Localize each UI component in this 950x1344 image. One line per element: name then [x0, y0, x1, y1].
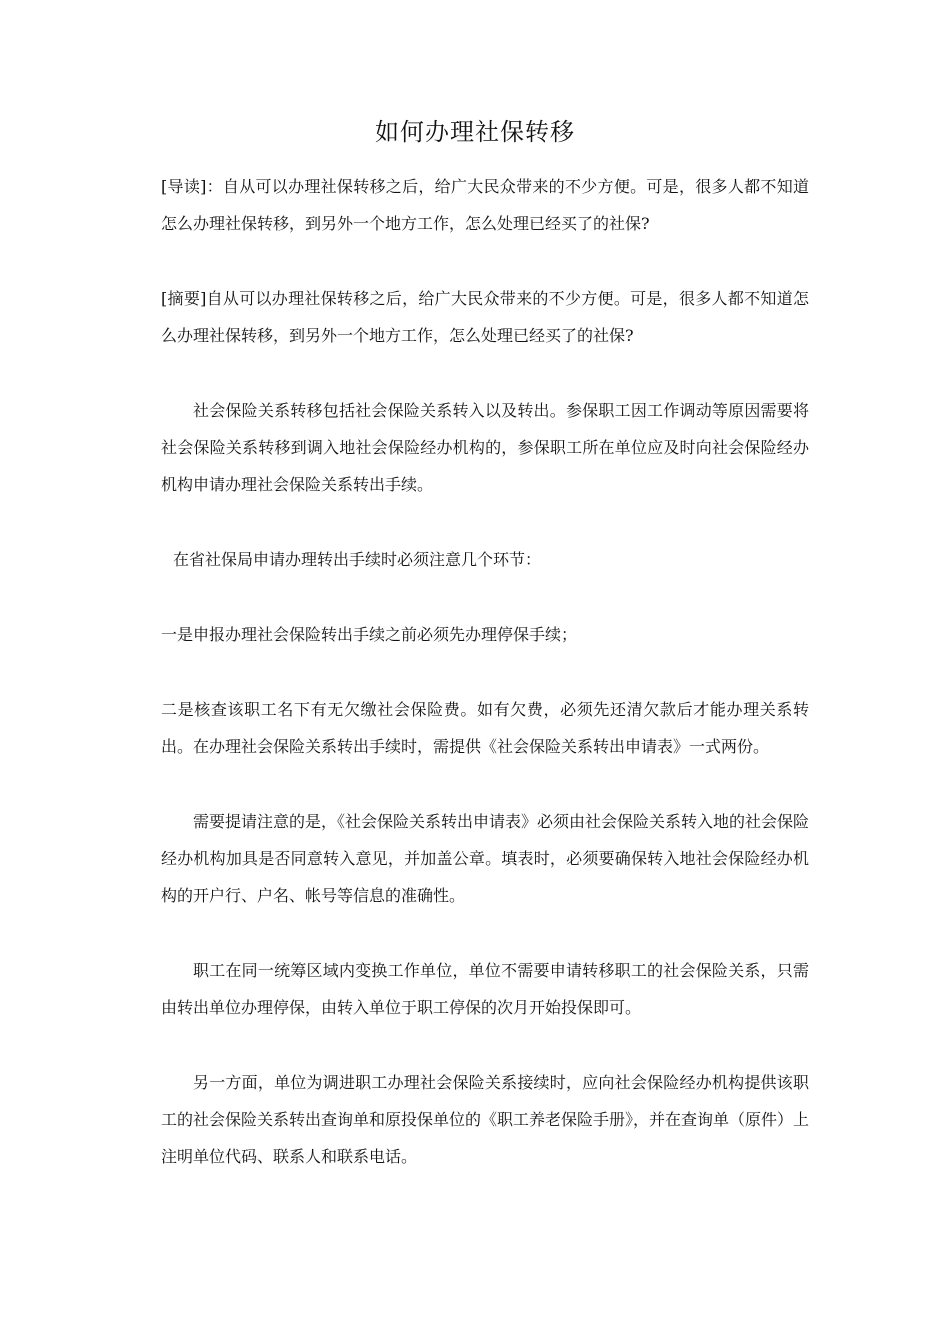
summary-paragraph: [摘要]自从可以办理社保转移之后，给广大民众带来的不少方便。可是，很多人都不知道怎么办理社保转移，到另外一个地方工作，怎么处理已经买了的社保?: [161, 289, 809, 345]
intro-paragraph: [导读]：自从可以办理社保转移之后，给广大民众带来的不少方便。可是，很多人都不知道怎么办理社保转移，到另外一个地方工作，怎么处理已经买了的社保?: [161, 177, 809, 233]
body-paragraph: 二是核查该职工名下有无欠缴社会保险费。如有欠费，必须先还清欠款后才能办理关系转出。在办理社会保险关系转出手续时，需提供《社会保险关系转出申请表》一式两份。: [161, 700, 809, 756]
body-paragraph: 需要提请注意的是，《社会保险关系转出申请表》必须由社会保险关系转入地的社会保险经办机构加具是否同意转入意见，并加盖公章。填表时，必须要确保转入地社会保险经办机构的开户行、户名、帐号等信息的准确性。: [161, 812, 810, 905]
body-paragraph: 社会保险关系转移包括社会保险关系转入以及转出。参保职工因工作调动等原因需要将社会保险关系转移到调入地社会保险经办机构的，参保职工所在单位应及时向社会保险经办机构申请办理社会保险关系转出手续。: [161, 401, 809, 494]
body-paragraph: 另一方面，单位为调进职工办理社会保险关系接续时，应向社会保险经办机构提供该职工的社会保险关系转出查询单和原投保单位的《职工养老保险手册》，并在查询单（原件）上注明单位代码、联系人和联系电话。: [161, 1073, 810, 1166]
page-title: 如何办理社保转移: [375, 118, 575, 146]
body-paragraph: 在省社保局申请办理转出手续时必须注意几个环节：: [173, 550, 542, 569]
document-body: [161, 168, 809, 1213]
body-paragraph: 职工在同一统筹区域内变换工作单位，单位不需要申请转移职工的社会保险关系，只需由转出单位办理停保，由转入单位于职工停保的次月开始投保即可。: [161, 961, 809, 1017]
body-paragraph: 一是申报办理社会保险转出手续之前必须先办理停保手续；: [161, 625, 578, 644]
